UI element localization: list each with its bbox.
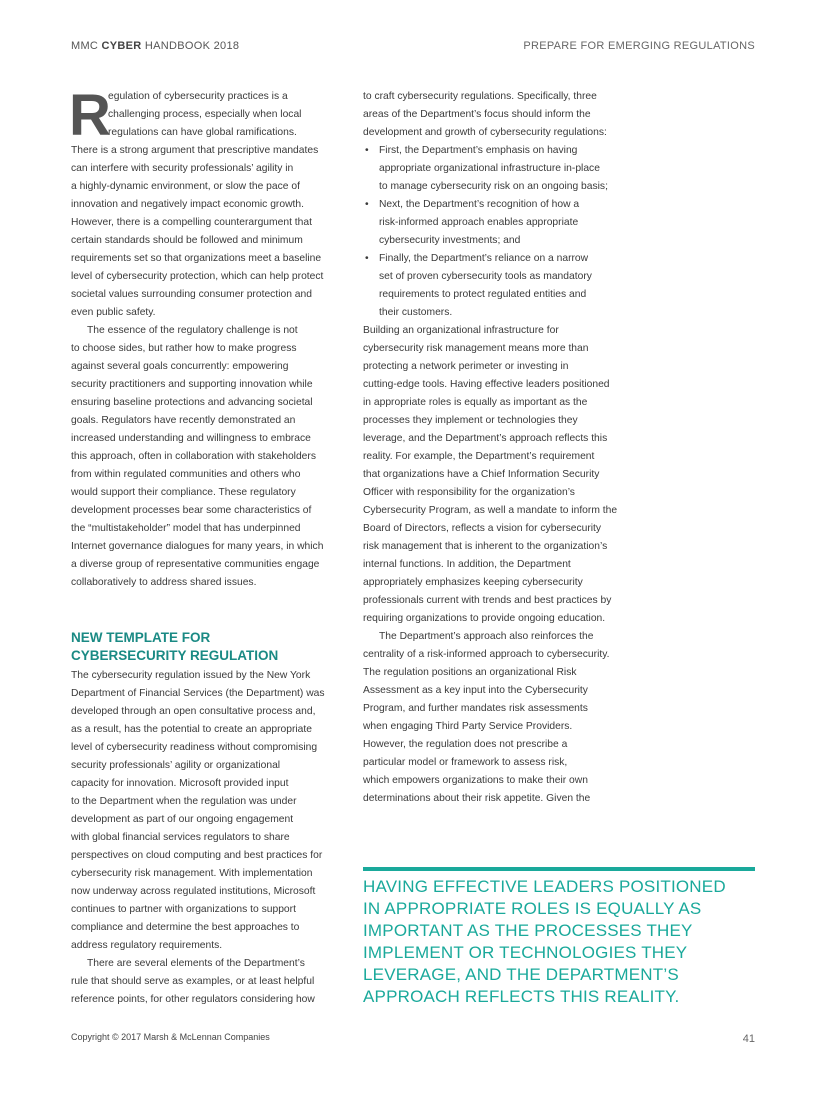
text-line: a highly-dynamic environment, or slow the pace of — [71, 181, 300, 192]
text-line: level of cybersecurity readiness without compromising — [71, 742, 318, 753]
heading-line: CYBERSECURITY REGULATION — [71, 648, 279, 663]
text-line: to craft cybersecurity regulations. Specifically, three — [363, 91, 597, 102]
running-header-right: PREPARE FOR EMERGING REGULATIONS — [523, 40, 755, 52]
paragraph-4 — [71, 955, 347, 1009]
text-line: cutting-edge tools. Having effective leaders positioned — [363, 379, 610, 390]
paragraph-intro — [363, 88, 635, 142]
text-line: set of proven cybersecurity tools as mandatory — [379, 271, 592, 282]
text-line: Officer with responsibility for the organization’s — [363, 487, 575, 498]
text-line: societal values surrounding consumer protection and — [71, 289, 312, 300]
text-line: this approach, often in collaboration with stakeholders — [71, 451, 316, 462]
paragraph-1 — [69, 83, 347, 322]
text-line: security practitioners and supporting innovation while — [71, 379, 313, 390]
text-line: First, the Department’s emphasis on having — [379, 145, 578, 156]
text-line: from within regulated communities and others who — [71, 469, 301, 480]
text-line: Program, and further mandates risk assessments — [363, 703, 588, 714]
text-line: protecting a network perimeter or investing in — [363, 361, 569, 372]
bullet-item-3 — [363, 250, 635, 322]
text-line: Next, the Department’s recognition of how a — [379, 199, 580, 210]
text-line: processes they implement or technologies they — [363, 415, 578, 426]
text-line: Board of Directors, reflects a vision for cybersecurity — [363, 523, 602, 534]
text-line: However, the regulation does not prescribe a — [363, 739, 568, 750]
text-line: Finally, the Department’s reliance on a narrow — [379, 253, 589, 264]
text-line: The essence of the regulatory challenge is not — [87, 325, 298, 336]
text-line: Building an organizational infrastructure for — [363, 325, 559, 336]
text-line: The Department’s approach also reinforces the — [379, 631, 594, 642]
text-line: particular model or framework to assess risk, — [363, 757, 568, 768]
section-heading — [71, 629, 347, 665]
text-line: The cybersecurity regulation issued by the New York — [71, 670, 311, 681]
text-line: Cybersecurity Program, as well a mandate to inform the — [363, 505, 618, 516]
text-line: compliance and determine the best approaches to — [71, 922, 300, 933]
text-line: rule that should serve as examples, or at least helpful — [71, 976, 315, 987]
text-line: continues to partner with organizations to support — [71, 904, 296, 915]
text-line: risk management that is inherent to the organization’s — [363, 541, 608, 552]
text-line: innovation and negatively impact economic growth. — [71, 199, 304, 210]
bullet-mark: • — [365, 253, 369, 264]
text-line: appropriately emphasizes keeping cybersecurity — [363, 577, 583, 588]
text-line: appropriate organizational infrastructure in-place — [379, 163, 600, 174]
text-line: There are several elements of the Department’s — [87, 958, 305, 969]
text-line: a diverse group of representative communities engage — [71, 559, 320, 570]
pullquote-line: HAVING EFFECTIVE LEADERS POSITIONED — [363, 877, 726, 896]
column-1 — [69, 83, 347, 592]
text-line: address regulatory requirements. — [71, 940, 223, 951]
text-line: development and growth of cybersecurity regulations: — [363, 127, 607, 138]
text-line: cybersecurity risk management means more than — [363, 343, 589, 354]
pullquote-line: IN APPROPRIATE ROLES IS EQUALLY AS — [363, 899, 702, 918]
column-2 — [363, 88, 635, 808]
text-line: The regulation positions an organizational Risk — [363, 667, 577, 678]
text-line: as a result, has the potential to create an appropriate — [71, 724, 312, 735]
text-line: cybersecurity risk management. With implementation — [71, 868, 313, 879]
text-line: to choose sides, but rather how to make progress — [71, 343, 297, 354]
text-line: However, there is a compelling counterargument that — [71, 217, 312, 228]
text-line: centrality of a risk-informed approach to cybersecurity. — [363, 649, 610, 660]
heading-line: NEW TEMPLATE FOR — [71, 630, 211, 645]
pullquote-rule — [363, 867, 755, 871]
text-line: capacity for innovation. Microsoft provided input — [71, 778, 289, 789]
text-line: certain standards should be followed and minimum — [71, 235, 303, 246]
header-bold: CYBER — [101, 40, 142, 52]
text-line: the “multistakeholder” model that has underpinned — [71, 523, 301, 534]
text-line: perspectives on cloud computing and best practices for — [71, 850, 323, 861]
text-line: security professionals’ agility or organizational — [71, 760, 281, 771]
drop-cap: R — [69, 83, 111, 148]
text-line: their customers. — [379, 307, 453, 318]
text-line: to the Department when the regulation was under — [71, 796, 297, 807]
page-number: 41 — [742, 1033, 755, 1045]
text-line: requirements set so that organizations meet a baseline — [71, 253, 322, 264]
text-line: cybersecurity investments; and — [379, 235, 521, 246]
text-line: with global financial services regulators to share — [71, 832, 290, 843]
text-line: now underway across regulated institutions, Microsoft — [71, 886, 316, 897]
bullet-item-1 — [363, 142, 635, 196]
text-line: even public safety. — [71, 307, 156, 318]
pullquote-line: IMPLEMENT OR TECHNOLOGIES THEY — [363, 943, 688, 962]
text-line: Department of Financial Services (the Department) was — [71, 688, 325, 699]
pullquote-line: IMPORTANT AS THE PROCESSES THEY — [363, 921, 693, 940]
text-line: areas of the Department’s focus should inform the — [363, 109, 591, 120]
text-line: against several goals concurrently: empowering — [71, 361, 289, 372]
text-line: when engaging Third Party Service Providers. — [363, 721, 573, 732]
text-line: increased understanding and willingness to embrace — [71, 433, 311, 444]
text-line: risk-informed approach enables appropriate — [379, 217, 579, 228]
text-line: to manage cybersecurity risk on an ongoing basis; — [379, 181, 608, 192]
text-line: determinations about their risk appetite. Given the — [363, 793, 591, 804]
text-line: leverage, and the Department’s approach reflects this — [363, 433, 608, 444]
text-line: regulations can have global ramifications. — [108, 127, 297, 138]
text-line: Internet governance dialogues for many years, in which — [71, 541, 324, 552]
text-line: level of cybersecurity protection, which can help protect — [71, 271, 324, 282]
text-line: developed through an open consultative process and, — [71, 706, 316, 717]
text-line: There is a strong argument that prescriptive mandates — [71, 145, 319, 156]
text-line: in appropriate roles is equally as important as the — [363, 397, 588, 408]
pullquote-line: LEVERAGE, AND THE DEPARTMENT’S — [363, 965, 679, 984]
text-line: reference points, for other regulators considering how — [71, 994, 315, 1005]
text-line: Assessment as a key input into the Cybersecurity — [363, 685, 588, 696]
text-line: would support their compliance. These regulatory — [71, 487, 296, 498]
pullquote — [363, 876, 755, 1008]
text-line: internal functions. In addition, the Department — [363, 559, 571, 570]
text-line: challenging process, especially when local — [108, 109, 302, 120]
paragraph-3 — [71, 667, 347, 955]
bullet-item-2 — [363, 196, 635, 250]
paragraph-6 — [363, 628, 635, 808]
bullet-mark: • — [365, 199, 369, 210]
text-line: development processes bear some characteristics of — [71, 505, 312, 516]
text-line: development as part of our ongoing engagement — [71, 814, 294, 825]
text-line: requirements to protect regulated entities and — [379, 289, 587, 300]
paragraph-2 — [71, 322, 347, 592]
text-line: collaboratively to address shared issues. — [71, 577, 257, 588]
text-line: that organizations have a Chief Information Security — [363, 469, 600, 480]
text-line: egulation of cybersecurity practices is a — [108, 91, 288, 102]
text-line: goals. Regulators have recently demonstrated an — [71, 415, 296, 426]
text-line: ensuring baseline protections and advancing societal — [71, 397, 313, 408]
text-line: professionals current with trends and best practices by — [363, 595, 612, 606]
header-prefix: MMC — [71, 40, 102, 52]
column-1-section — [71, 667, 347, 1009]
running-header-left — [71, 40, 239, 52]
text-line: requiring organizations to provide ongoing education. — [363, 613, 606, 624]
text-line: reality. For example, the Department’s requirement — [363, 451, 595, 462]
header-suffix: HANDBOOK 2018 — [141, 40, 240, 52]
paragraph-5 — [363, 322, 635, 628]
text-line: which empowers organizations to make their own — [363, 775, 588, 786]
pullquote-line: APPROACH REFLECTS THIS REALITY. — [363, 987, 680, 1006]
copyright-notice: Copyright © 2017 Marsh & McLennan Companies — [71, 1032, 270, 1042]
bullet-mark: • — [365, 145, 369, 156]
text-line: can interfere with security professionals’ agility in — [71, 163, 294, 174]
